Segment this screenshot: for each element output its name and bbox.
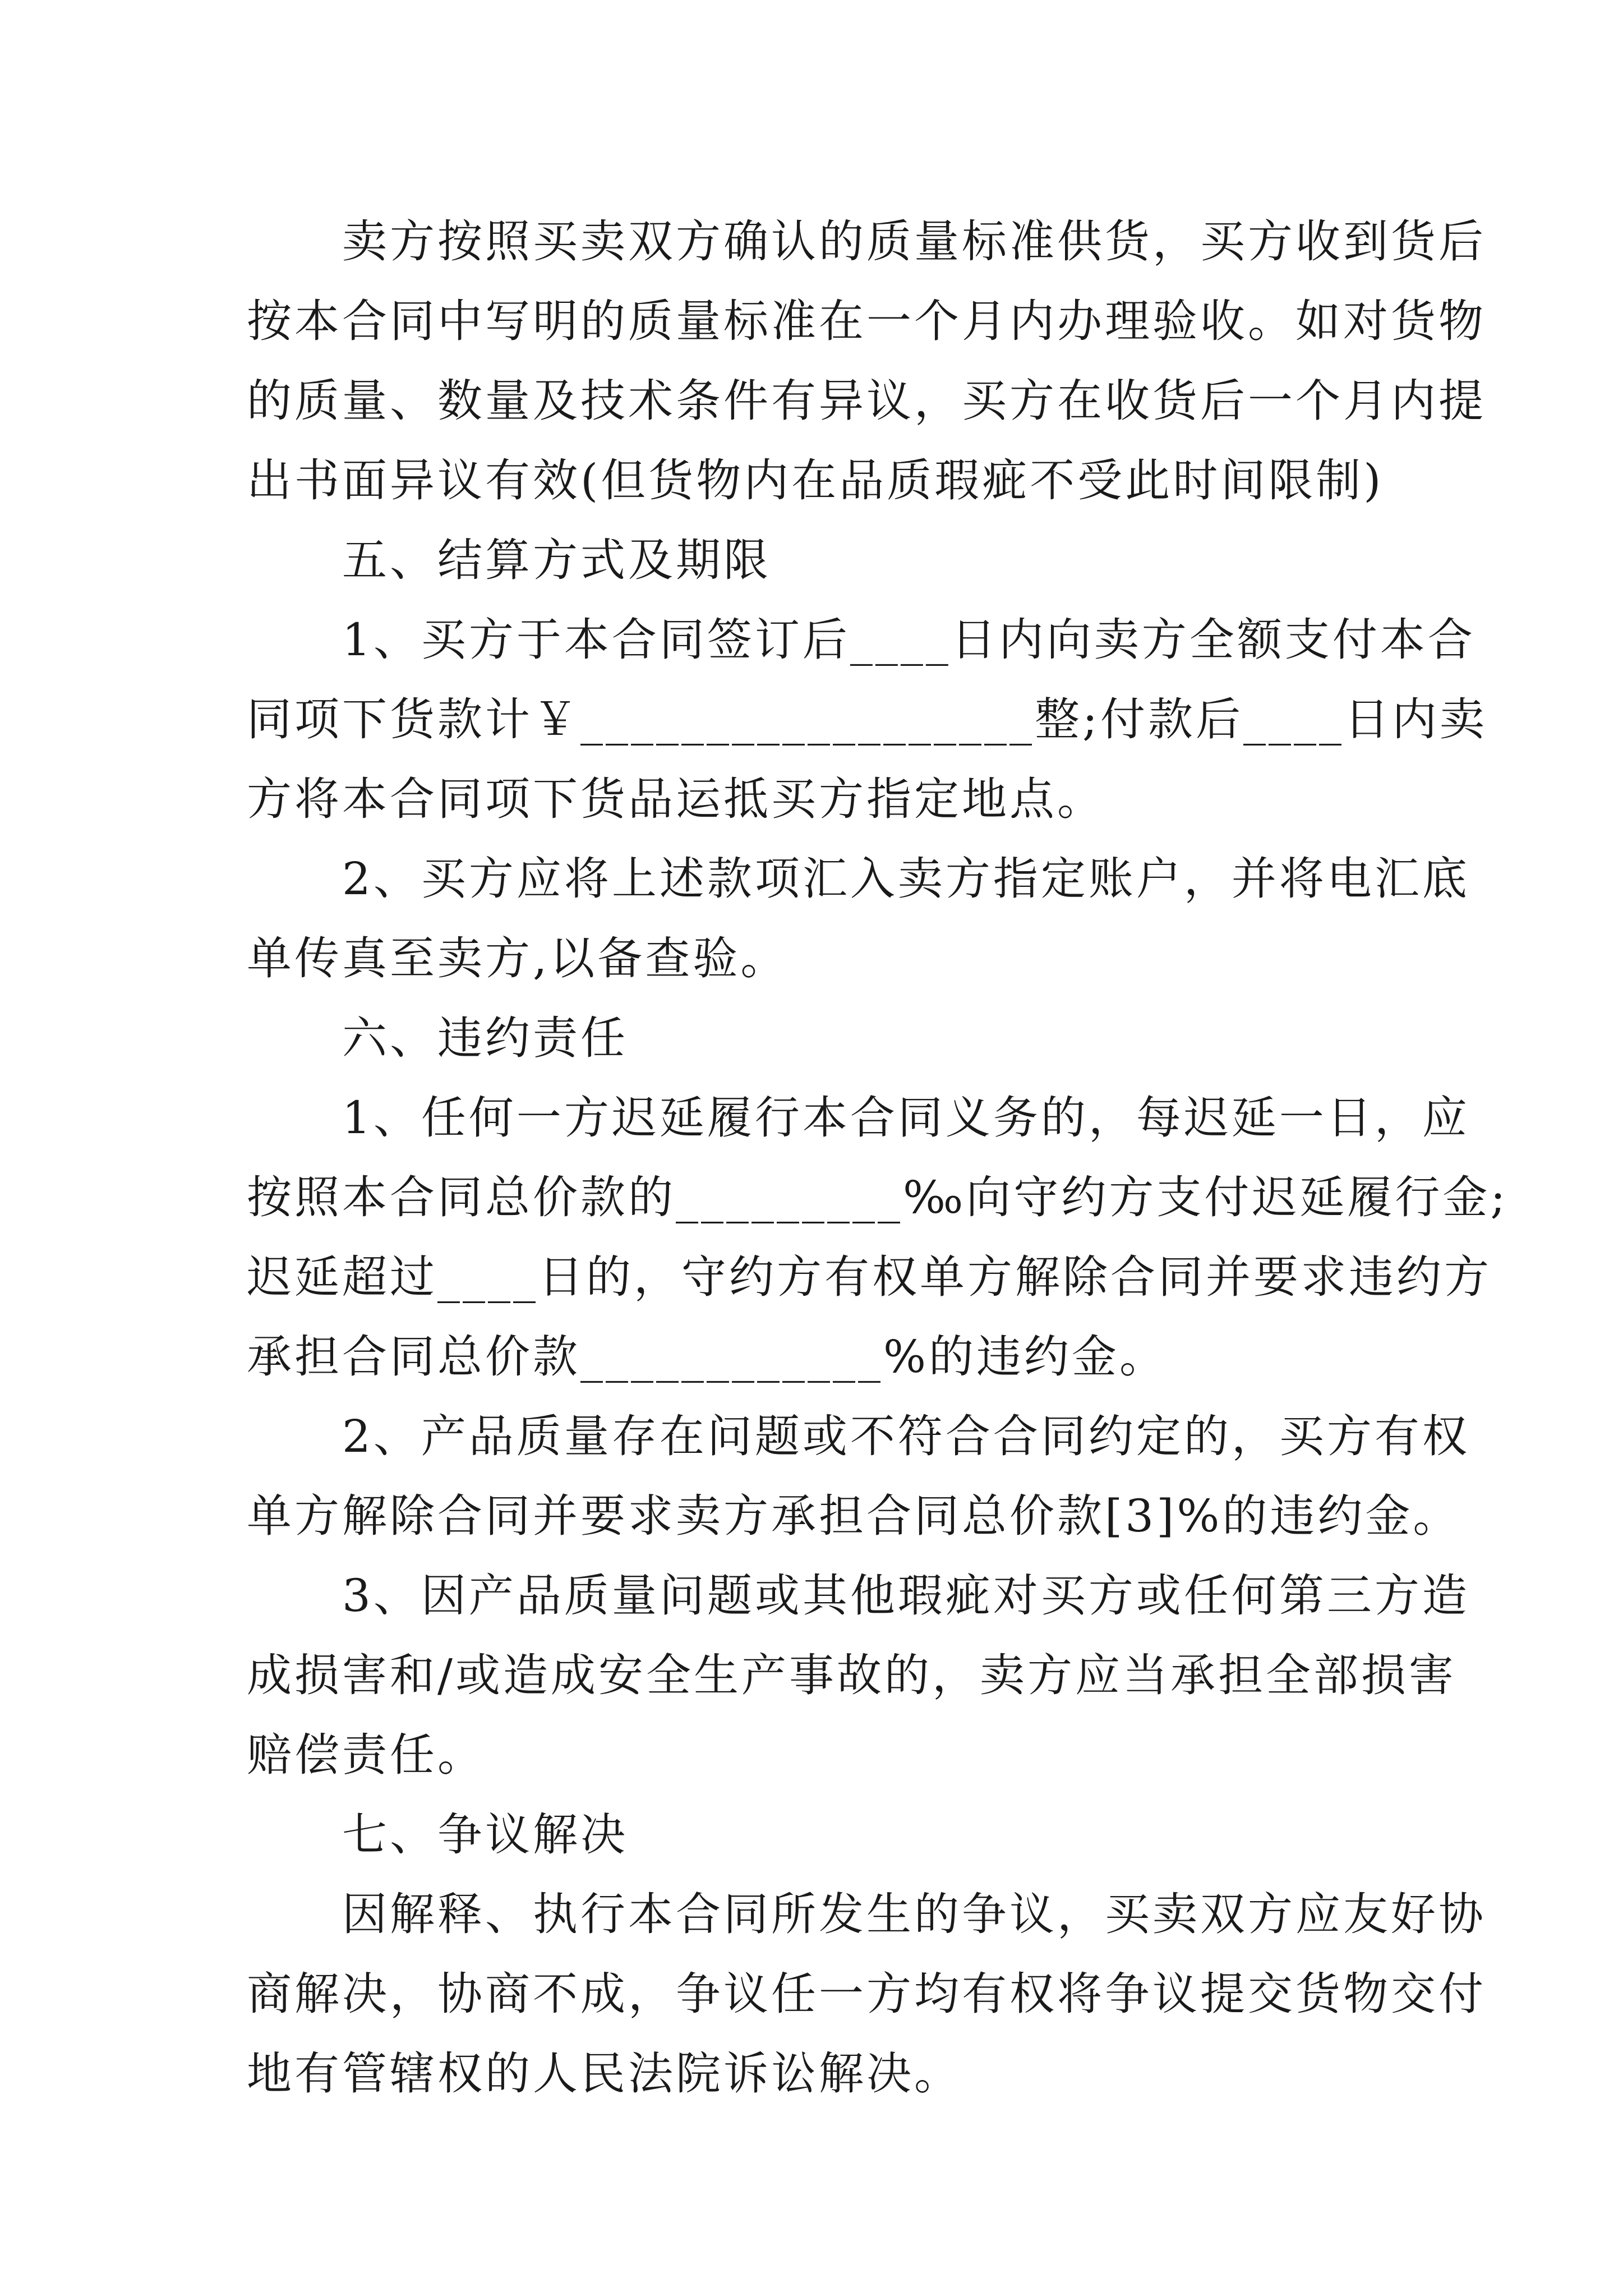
text-line: 按本合同中写明的质量标准在一个月内办理验收。如对货物 [247,295,1486,347]
text-line: 卖方按照买卖双方确认的质量标准供货，买方收到货后 [342,215,1486,268]
text-line: 迟延超过____日的，守约方有权单方解除合同并要求违约方 [247,1251,1492,1303]
text-line: 赔偿责任。 [247,1729,485,1781]
text-line: 单方解除合同并要求卖方承担合同总价款[3]%的违约金。 [247,1490,1461,1542]
paragraph-dispute-resolution [247,1875,1486,2114]
text-line: 2、买方应将上述款项汇入卖方指定账户，并将电汇底 [342,853,1470,905]
text-line: 成损害和/或造成安全生产事故的，卖方应当承担全部损害 [247,1649,1456,1701]
text-line: 2、产品质量存在问题或不符合合同约定的，买方有权 [342,1410,1470,1462]
paragraph-damage-liability [247,1556,1470,1795]
section-heading: 六、违约责任 [342,1012,628,1064]
section-heading-dispute [247,1795,1380,1875]
text-line: 1、买方于本合同签订后____日内向卖方全额支付本合 [342,614,1476,666]
text-line: 地有管辖权的人民法院诉讼解决。 [247,2047,962,2100]
text-line: 方将本合同项下货品运抵买方指定地点。 [247,773,1105,825]
paragraph-delay-penalty [247,1078,1509,1397]
section-heading-settlement [247,521,1380,600]
text-line: 承担合同总价款____________%的违约金。 [247,1331,1168,1383]
text-line: 出书面异议有效(但货物内在品质瑕疵不受此时间限制) [247,454,1384,507]
paragraph-quality-penalty [247,1397,1470,1556]
section-heading: 七、争议解决 [342,1809,628,1861]
section-heading: 五、结算方式及期限 [342,534,771,586]
text-line: 的质量、数量及技术条件有异议，买方在收货后一个月内提 [247,375,1486,427]
text-line: 因解释、执行本合同所发生的争议，买卖双方应友好协 [342,1888,1486,1940]
paragraph-remittance [247,839,1470,999]
text-line: 单传真至卖方,以备查验。 [247,932,789,984]
text-line: 商解决，协商不成，争议任一方均有权将争议提交货物交付 [247,1968,1486,2020]
document-body [247,202,1509,2114]
paragraph-quality-acceptance [247,202,1486,521]
text-line: 同项下货款计￥__________________整;付款后____日内卖 [247,693,1487,746]
paragraph-payment-terms [247,600,1487,839]
section-heading-liability [247,999,1380,1078]
text-line: 按照本合同总价款的_________‰向守约方支付迟延履行金; [247,1171,1509,1223]
text-line: 3、因产品质量问题或其他瑕疵对买方或任何第三方造 [342,1570,1470,1622]
text-line: 1、任何一方迟延履行本合同义务的，每迟延一日，应 [342,1092,1470,1144]
